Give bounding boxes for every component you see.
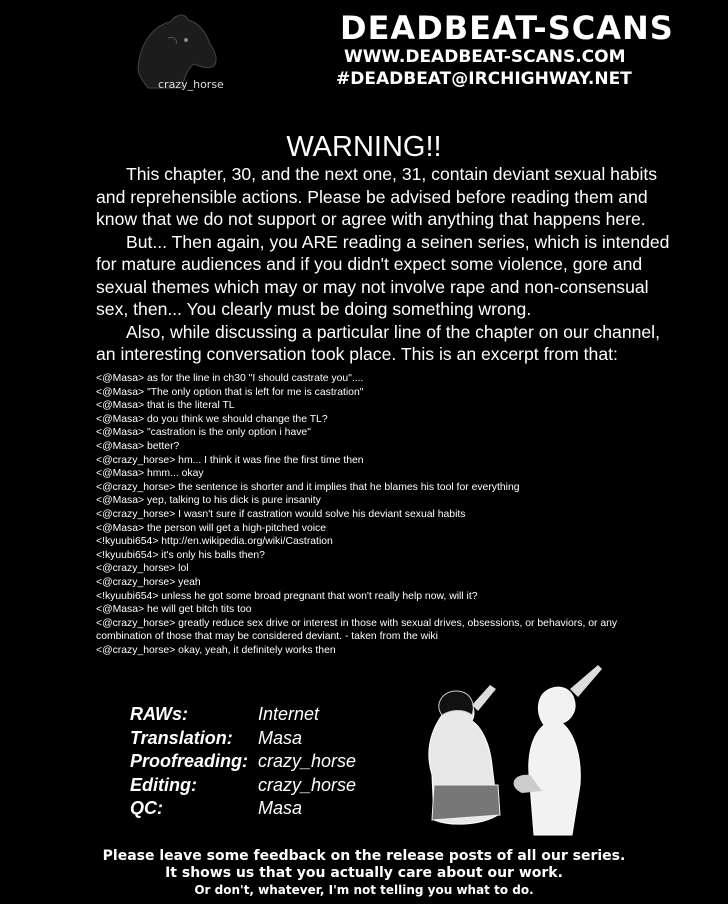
credit-role: Translation: — [130, 727, 233, 748]
credit-name: Masa — [258, 798, 303, 818]
footer-line: It shows us that you actually care about our work. — [165, 865, 563, 881]
logo-label: crazy_horse — [158, 78, 224, 91]
credit-name: Masa — [258, 727, 303, 748]
footer-line: Please leave some feedback on the release posts of all our series. — [102, 848, 626, 864]
site-url[interactable]: WWW.DEADBEAT-SCANS.COM — [344, 47, 626, 67]
credits — [130, 703, 356, 821]
credit-name: Internet — [258, 704, 320, 724]
footer — [0, 848, 728, 899]
chat-line: <@crazy_horse> I wasn't sure if castration would solve his deviant sexual habits — [96, 508, 466, 520]
credit-name: crazy_horse — [258, 751, 357, 771]
site-name: DEADBEAT-SCANS — [340, 9, 674, 47]
warning-paragraph: This chapter, 30, and the next one, 31, contain deviant sexual habits and reprehensible actions. Please be advised before reading them and know that we do not support or agree with anything that happens here. — [96, 164, 658, 229]
chat-line: <@crazy_horse> hm... I think it was fine the first time then — [96, 454, 364, 466]
chat-line: <!kyuubi654> it's only his balls then? — [96, 549, 265, 561]
site-header — [336, 10, 696, 90]
credit-row — [130, 797, 356, 821]
credit-role: Proofreading: — [130, 751, 249, 771]
warning-body — [96, 163, 676, 366]
chat-line: <@crazy_horse> greatly reduce sex drive or interest in those with sexual drives, obsessions, or behaviors, or any combination of those that may be considered deviant. - taken from the wiki — [96, 617, 618, 643]
irc-channel[interactable]: #DEADBEAT@IRCHIGHWAY.NET — [336, 69, 632, 89]
credit-row — [130, 727, 356, 751]
chat-line: <!kyuubi654> http://en.wikipedia.org/wiki/Castration — [96, 536, 333, 548]
chat-line: <@Masa> do you think we should change the TL? — [96, 413, 328, 425]
credit-role: Editing: — [130, 774, 197, 795]
chat-log — [96, 372, 656, 657]
chat-line: <@crazy_horse> the sentence is shorter and it implies that he blames his tool for everything — [96, 481, 520, 493]
chat-line: <@crazy_horse> yeah — [96, 576, 201, 588]
credit-role: QC: — [130, 798, 163, 818]
warning-paragraph: But... Then again, you ARE reading a seinen series, which is intended for mature audiences and if you didn't expect some violence, gore and sexual themes which may or may not involve rape and non-consensual sex, then... You clearly must be doing something wrong. — [96, 231, 670, 319]
chat-line: <@Masa> hmm... okay — [96, 468, 204, 480]
chat-line: <@Masa> better? — [96, 440, 180, 452]
chat-line: <@Masa> "The only option that is left for me is castration" — [96, 386, 364, 398]
credit-row — [130, 774, 356, 798]
footer-line: Or don't, whatever, I'm not telling you what to do. — [194, 883, 534, 897]
manga-illustration — [412, 655, 612, 840]
chat-line: <@Masa> that is the literal TL — [96, 400, 235, 412]
credit-name: crazy_horse — [258, 774, 357, 795]
credit-row — [130, 703, 356, 727]
warning-paragraph: Also, while discussing a particular line of the chapter on our channel, an interesting conversation took place. This is an excerpt from that: — [96, 321, 660, 364]
chat-line: <@Masa> as for the line in ch30 "I should castrate you".... — [96, 373, 364, 384]
chat-line: <@crazy_horse> lol — [96, 563, 189, 575]
chat-line: <@Masa> yep, talking to his dick is pure insanity — [96, 495, 321, 507]
chat-line: <@Masa> the person will get a high-pitched voice — [96, 522, 327, 534]
chat-line: <@Masa> he will get bitch tits too — [96, 604, 252, 616]
chat-line: <@crazy_horse> okay, yeah, it definitely works then — [96, 644, 336, 656]
chat-line: <!kyuubi654> unless he got some broad pregnant that won't really help now, will it? — [96, 590, 478, 602]
credit-role: RAWs: — [130, 704, 188, 724]
chat-line: <@Masa> "castration is the only option i have" — [96, 427, 311, 439]
credit-row — [130, 750, 356, 774]
warning-title: WARNING!! — [286, 131, 442, 163]
